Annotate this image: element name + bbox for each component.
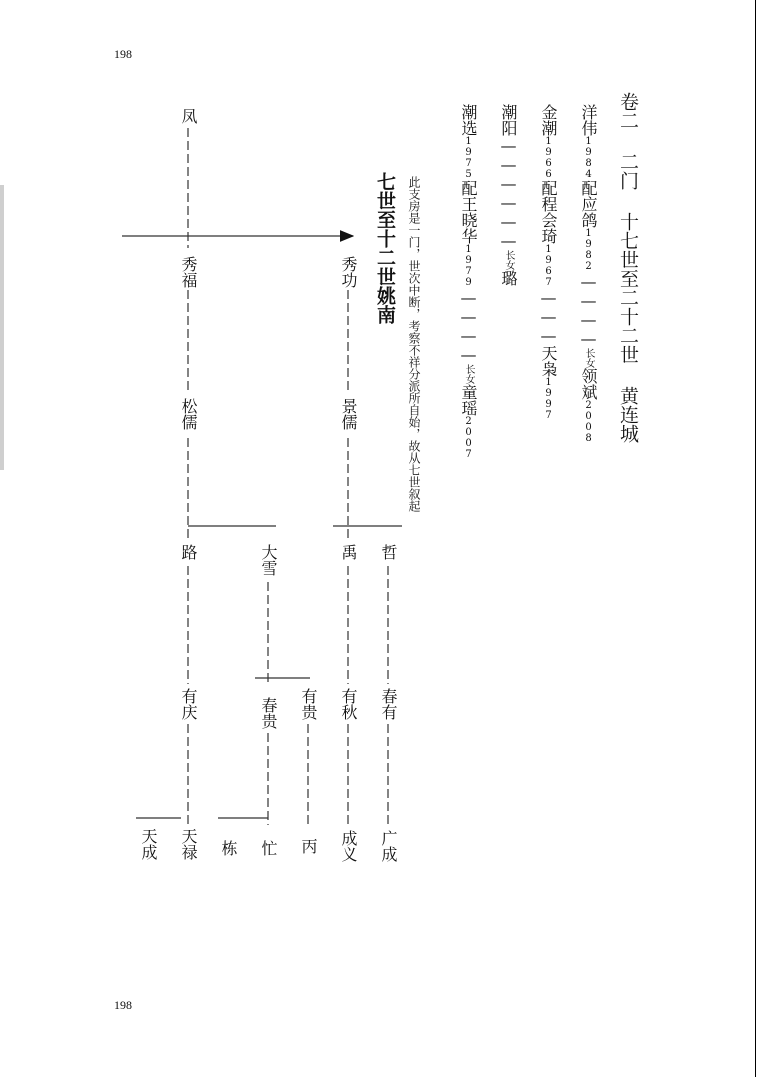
record-part: 1966 bbox=[543, 136, 554, 180]
record-part: 1982 bbox=[583, 228, 594, 272]
record-part: 璐 bbox=[499, 270, 518, 286]
record-part: 天枭 bbox=[539, 345, 558, 377]
section-heading: 七世至十二世姚南 bbox=[374, 172, 396, 324]
tree-name: 路 bbox=[179, 544, 198, 560]
record-part: 1997 bbox=[543, 377, 554, 421]
tree-name: 有秋 bbox=[339, 688, 358, 720]
tree-name: 禹 bbox=[339, 544, 358, 560]
tree-name: 广成 bbox=[379, 830, 398, 862]
tree-name: 景儒 bbox=[339, 398, 358, 430]
record-part: 配程会琦 bbox=[539, 180, 558, 244]
tree-name: 成义 bbox=[339, 830, 358, 862]
tree-name: 春有 bbox=[379, 688, 398, 720]
tree-name: 秀功 bbox=[339, 256, 358, 288]
tree-name: 松儒 bbox=[179, 398, 198, 430]
tree-name: 哲 bbox=[379, 544, 398, 560]
record-part: ———— bbox=[579, 272, 598, 348]
record-part: 长女 bbox=[503, 250, 514, 270]
record-part: 1975 bbox=[463, 136, 474, 180]
tree-name: 秀福 bbox=[179, 256, 198, 288]
record-part: 2007 bbox=[463, 416, 474, 460]
tree-name: 天成 bbox=[139, 828, 158, 860]
tree-name: 忙 bbox=[259, 840, 278, 856]
tree-name: 大雪 bbox=[259, 544, 278, 576]
record-part: —————— bbox=[499, 136, 518, 250]
record-part: 1979 bbox=[463, 244, 474, 288]
record-part: ———— bbox=[459, 288, 478, 364]
record-part: 童瑶 bbox=[459, 384, 478, 416]
record-part: 长女 bbox=[583, 348, 594, 368]
page-number-bottom: 198 bbox=[114, 998, 132, 1012]
record-part: 长女 bbox=[463, 364, 474, 384]
record-part: 1967 bbox=[543, 244, 554, 288]
tree-name: 凤 bbox=[179, 108, 198, 124]
chapter-title: 卷二 二门 十七世至二十二世 黄连城 bbox=[617, 92, 639, 443]
record-part: 金潮 bbox=[539, 104, 558, 136]
section-note: 此支房是一门，世次中断，考察不祥分派所自始，故从七世叙起 bbox=[407, 176, 421, 512]
record-part: 洋伟 bbox=[579, 104, 598, 136]
record-part: 领斌 bbox=[579, 368, 598, 400]
record-part: 配应鸽 bbox=[579, 180, 598, 228]
tree-name: 有庆 bbox=[179, 688, 198, 720]
tree-name: 栋 bbox=[219, 840, 238, 856]
record-part: 2008 bbox=[583, 400, 594, 444]
tree-name: 春贵 bbox=[259, 697, 278, 729]
tree-name: 有贵 bbox=[299, 688, 318, 720]
page-number-top: 198 bbox=[114, 47, 132, 61]
record-part: ——— bbox=[539, 288, 558, 345]
record-part: 潮阳 bbox=[499, 104, 518, 136]
record-part: 配王晓华 bbox=[459, 180, 478, 244]
tree-name: 天禄 bbox=[179, 828, 198, 860]
record-part: 1984 bbox=[583, 136, 594, 180]
record-part: 潮选 bbox=[459, 104, 478, 136]
tree-name: 丙 bbox=[299, 838, 318, 854]
